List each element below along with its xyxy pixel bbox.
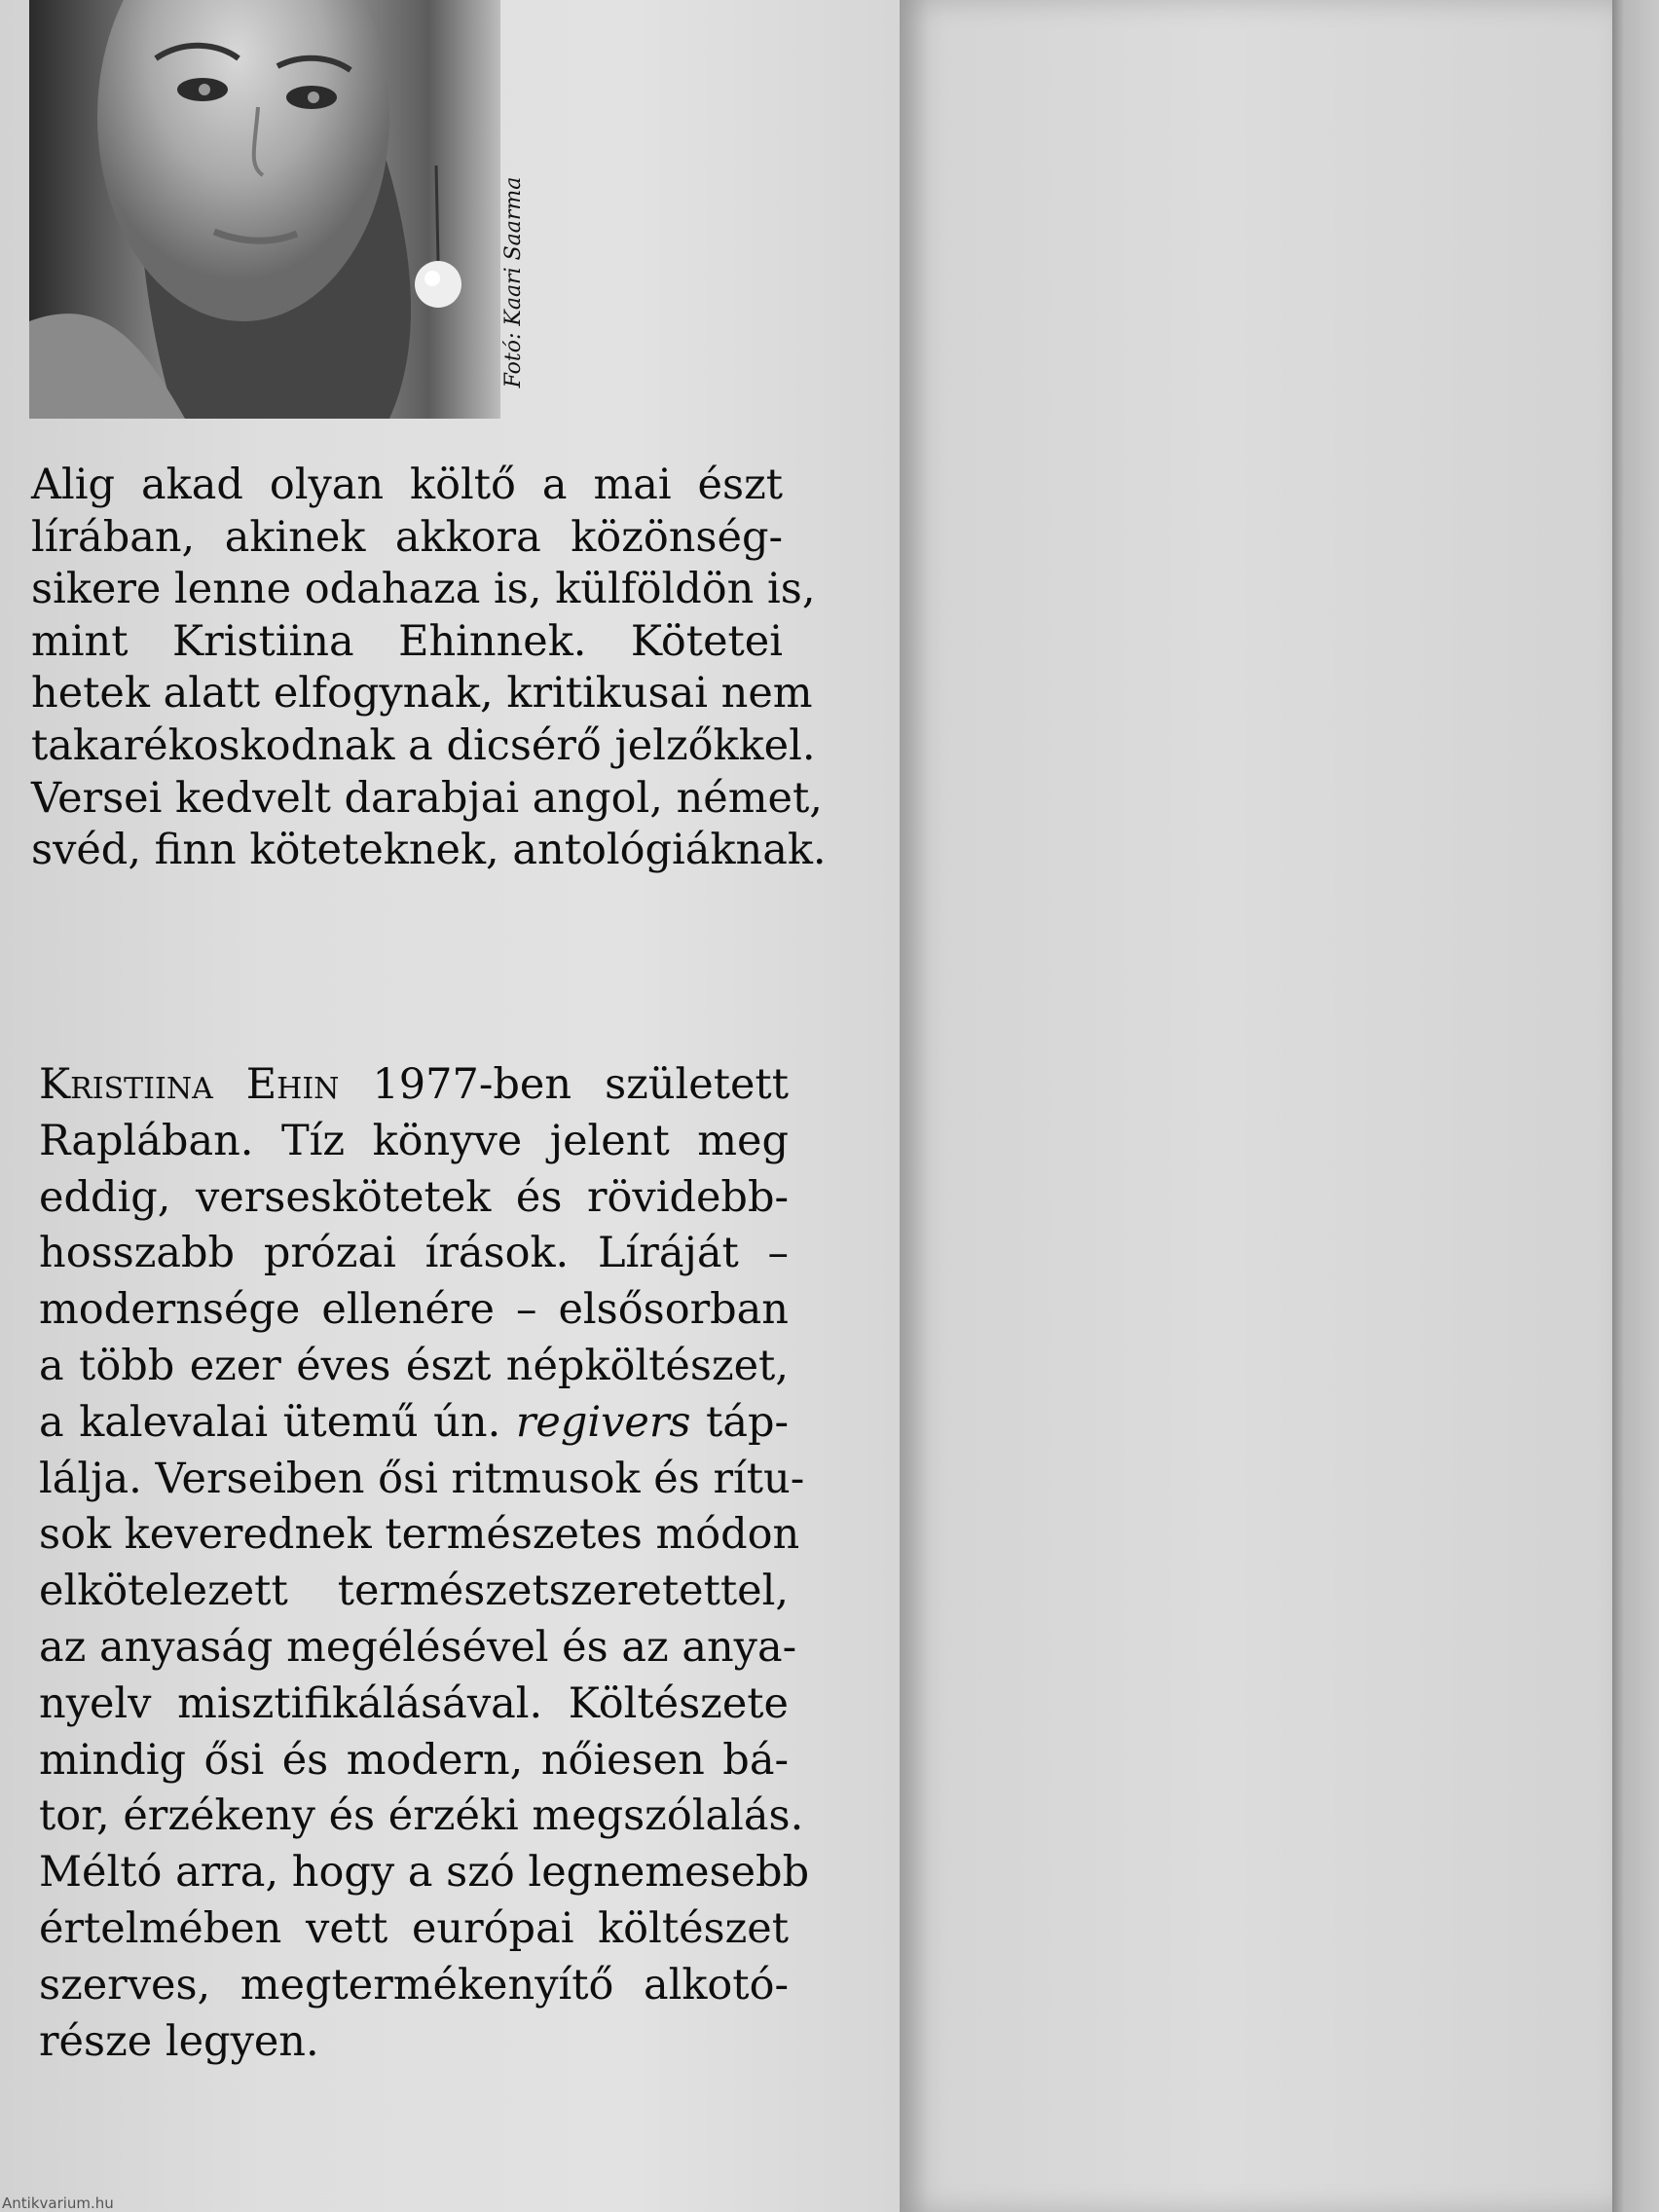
- text-line: szerves, megtermékenyítő alkotó-: [39, 1960, 789, 2009]
- cover-page: [900, 0, 1612, 2212]
- portrait-image: [29, 0, 500, 419]
- text-line: Raplában. Tíz könyve jelent meg: [39, 1116, 789, 1165]
- text-line: elkötelezett természetszeretettel,: [39, 1567, 789, 1616]
- author-photo: [29, 0, 500, 419]
- text-line: lálja. Verseiben ősi ritmusok és rítu-: [39, 1454, 805, 1503]
- text-line: hetek alatt elfogynak, kritikusai nem: [31, 669, 813, 719]
- photo-credit: Fotó: Kaari Saarma: [501, 176, 526, 388]
- text-line: mindig ősi és modern, nőiesen bá-: [39, 1735, 789, 1785]
- text-line: Versei kedvelt darabjai angol, német,: [31, 773, 823, 823]
- text-line: sok keverednek természetes módon: [39, 1510, 800, 1560]
- text-line: Alig akad olyan költő a mai észt: [31, 461, 783, 509]
- cover-edge: [1612, 0, 1659, 2212]
- text-line: lírában, akinek akkora közönség-: [31, 512, 783, 562]
- intro-paragraph: [31, 460, 827, 877]
- text-line: svéd, finn köteteknek, antológiáknak.: [31, 826, 827, 875]
- text-line: a több ezer éves észt népköltészet,: [39, 1341, 789, 1390]
- author-name: Kristiina Ehin: [39, 1060, 340, 1109]
- text-line: eddig, verseskötetek és rövidebb-: [39, 1172, 789, 1222]
- watermark: Antikvarium.hu: [2, 2194, 114, 2212]
- text-line: tor, érzékeny és érzéki megszólalás.: [39, 1791, 804, 1841]
- text-line: nyelv misztifikálásával. Költészete: [39, 1678, 789, 1728]
- author-bio-paragraph: [39, 1057, 810, 2070]
- regivers-term: regivers: [515, 1397, 691, 1447]
- text-line: modernsége ellenére – elsősorban: [39, 1285, 789, 1335]
- text-line: hosszabb prózai írások. Líráját –: [39, 1229, 789, 1278]
- bio-line: a kalevalai ütemű ún. regivers táp-: [39, 1397, 790, 1447]
- text-line: Méltó arra, hogy a szó legnemesebb: [39, 1848, 810, 1898]
- text-line: sikere lenne odahaza is, külföldön is,: [31, 565, 816, 614]
- text-line: az anyaság megélésével és az anya-: [39, 1622, 797, 1672]
- text-line: mint Kristiina Ehinnek. Kötetei: [31, 616, 783, 666]
- text-line: értelmében vett európai költészet: [39, 1903, 789, 1953]
- bio-line: része legyen.: [39, 2016, 319, 2066]
- bio-line: Kristiina Ehin 1977-ben született: [39, 1060, 789, 1109]
- text-line: takarékoskodnak a dicsérő jelzőkkel.: [31, 720, 816, 770]
